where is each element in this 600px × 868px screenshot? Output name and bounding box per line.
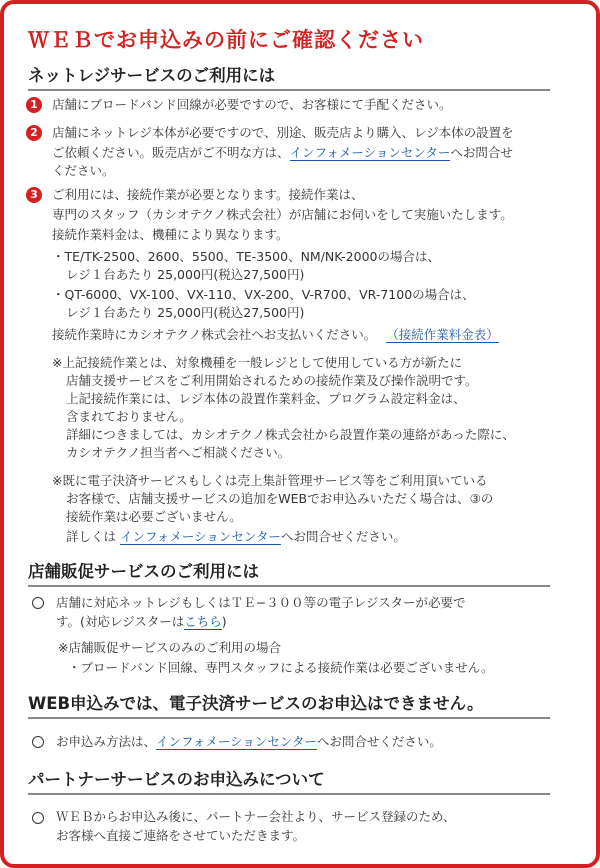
netregi-item-2-line3: ください。 [52,163,115,178]
page-title: ＷＥＢでお申込みの前にご確認ください [28,28,424,52]
fee-table-link[interactable]: （接続作業料金表） [386,327,499,342]
promo-line2 [56,613,227,630]
circle-bullet-icon [32,812,44,824]
info-center-link-3[interactable]: インフォメーションセンター [156,734,317,749]
section-heading-promo: 店舗販促サービスのご利用には [28,558,550,587]
note2-line4-text: 詳しくは [66,529,120,544]
section-heading-netregi: ネットレジサービスのご利用には [28,62,550,91]
circle-bullet-icon [32,597,44,609]
fee-bullet-2-models: ・QT-6000、VX-100、VX-110、VX-200、V-R700、VR-7100の場合は、 [52,287,475,302]
note2-line1: ※既に電子決済サービスもしくは売上集計管理サービス等をご利用頂いている [52,473,488,488]
partner-line2: お客様へ直接ご連絡をさせていただきます。 [56,828,306,843]
note2-line4 [66,528,406,545]
note1-line6: カシオテクノ担当者へご相談ください。 [66,445,291,460]
netregi-item-2-line1: 店舗にネットレジ本体が必要ですので、別途、販売店より購入、レジ本体の設置を [52,125,514,140]
circle-bullet-icon [32,736,44,748]
note1-line3: 上記接続作業には、レジ本体の設置作業料金、プログラム設定料金は、 [66,391,466,406]
number-badge-1: 1 [26,97,42,113]
note1-line4: 含まれておりません。 [66,409,192,424]
netregi-item-3-line2: 専門のスタッフ（カシオテクノ株式会社）が店舗にお伺いをして実施いたします。 [52,207,513,222]
note2-line4-tail: へお問合せください。 [280,529,406,544]
promo-line1: 店舗に対応ネットレジもしくはＴＥ−３００等の電子レジスターが必要で [56,595,466,610]
netregi-item-2-line2-text: ご依頼ください。販売店がご不明な方は、 [52,145,290,160]
payment-line [52,326,499,343]
number-badge-2: 2 [26,125,42,141]
netregi-item-3-line3: 接続作業料金は、機種により異なります。 [52,227,289,242]
section-heading-partner: パートナーサービスのお申込みについて [28,766,550,795]
compatible-register-link[interactable]: こちら [184,614,222,629]
note2-line3: 接続作業は必要ございません。 [66,509,242,524]
note2-line2: お客様で、店舗支援サービスの追加をWEBでお申込みいただく場合は、③の [66,491,494,506]
netregi-item-2-line2 [52,144,513,161]
note1-line1: ※上記接続作業とは、対象機種を一般レジとして使用している方が新たに [52,355,463,370]
web-line-text: お申込み方法は、 [56,734,157,749]
partner-line1: ＷＥＢからお申込み後に、パートナー会社より、サービス登録のため、 [56,809,456,824]
note1-line2: 店舗支援サービスをご利用開始されるための接続作業及び操作説明です。 [66,373,478,388]
web-line [56,733,442,750]
fee-bullet-1-models: ・TE/TK-2500、2600、5500、TE-3500、NM/NK-2000の場合は、 [52,249,440,264]
fee-bullet-1-price: レジ１台あたり 25,000円(税込27,500円) [66,267,305,282]
promo-note2: ・ブロードバンド回線、専門スタッフによる接続作業は必要ございません。 [68,660,494,675]
web-line-tail: へお問合せください。 [316,734,442,749]
info-center-link[interactable]: インフォメーションセンター [289,145,451,160]
note1-line5: 詳細につきましては、カシオテクノ株式会社から設置作業の連絡があった際に、 [66,427,515,442]
section-heading-web: WEB申込みでは、電子決済サービスのお申込はできません。 [28,690,550,719]
promo-line2-tail: ) [221,614,227,629]
info-center-link-2[interactable]: インフォメーションセンター [119,529,281,544]
netregi-item-1-text: 店舗にブロードバンド回線が必要ですので、お客様にて手配ください。 [52,97,452,112]
netregi-item-2-line2-tail: へお問合せ [450,145,513,160]
netregi-item-3-line1: ご利用には、接続作業が必要となります。接続作業は、 [52,187,364,202]
promo-note1: ※店舗販促サービスのみのご利用の場合 [58,640,281,655]
promo-line2-text: す。(対応レジスターは [56,614,185,629]
payment-text: 接続作業時にカシオテクノ株式会社へお支払いください。 [52,327,377,342]
fee-bullet-2-price: レジ１台あたり 25,000円(税込27,500円) [66,305,305,320]
number-badge-3: 3 [26,187,42,203]
